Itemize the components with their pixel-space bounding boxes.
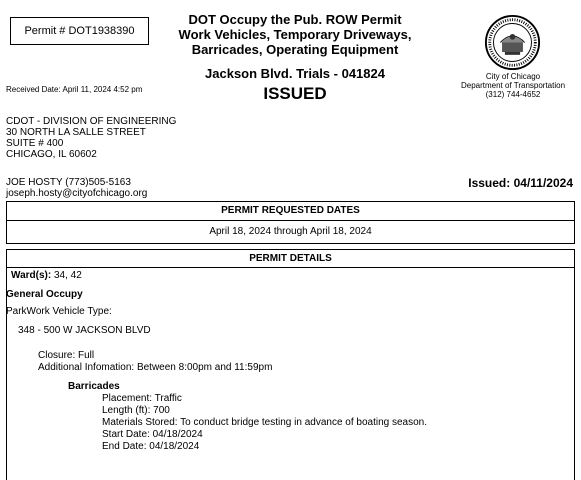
vehicle-type: ParkWork Vehicle Type: bbox=[6, 306, 112, 317]
requested-dates-box bbox=[6, 201, 575, 244]
city-info bbox=[448, 72, 578, 99]
applicant-org: CDOT - DIVISION OF ENGINEERING bbox=[6, 116, 177, 127]
department-phone: (312) 744-4652 bbox=[485, 90, 541, 99]
applicant-street: 30 NORTH LA SALLE STREET bbox=[6, 127, 146, 138]
closure: Closure: Full bbox=[38, 350, 95, 361]
barricades-details bbox=[102, 393, 427, 453]
title-line-2: Work Vehicles, Temporary Driveways, bbox=[178, 27, 412, 42]
start-date: Start Date: 04/18/2024 bbox=[102, 429, 203, 440]
applicant-suite: SUITE # 400 bbox=[6, 138, 64, 149]
permit-status: ISSUED bbox=[263, 84, 327, 103]
additional-info: Additional Infomation: Between 8:00pm and 11:59pm bbox=[38, 362, 273, 373]
permit-number: Permit # DOT1938390 bbox=[24, 25, 135, 37]
placement: Placement: Traffic bbox=[102, 393, 182, 404]
title-line-1: DOT Occupy the Pub. ROW Permit bbox=[188, 12, 402, 27]
requested-dates-header: PERMIT REQUESTED DATES bbox=[7, 202, 574, 221]
contact-name-phone: JOE HOSTY (773)505-5163 bbox=[6, 177, 131, 188]
location: 348 - 500 W JACKSON BLVD bbox=[18, 325, 151, 336]
end-date: End Date: 04/18/2024 bbox=[102, 441, 200, 452]
section-general-occupy: General Occupy bbox=[6, 289, 83, 300]
city-name: City of Chicago bbox=[485, 72, 541, 81]
permit-title bbox=[165, 12, 425, 57]
department-name: Department of Transportation bbox=[460, 81, 566, 90]
project-name: Jackson Blvd. Trials - 041824 bbox=[205, 66, 385, 81]
length: Length (ft): 700 bbox=[102, 405, 170, 416]
issued-date: Issued: 04/11/2024 bbox=[468, 176, 573, 190]
materials-stored: Materials Stored: To conduct bridge testing in advance of boating season. bbox=[102, 417, 428, 428]
title-line-3: Barricades, Operating Equipment bbox=[191, 42, 399, 57]
contact-email[interactable]: joseph.hosty@cityofchicago.org bbox=[6, 188, 148, 199]
city-seal-icon bbox=[484, 14, 541, 71]
permit-number-box bbox=[10, 17, 149, 45]
applicant-address bbox=[6, 116, 176, 160]
requested-dates-value: April 18, 2024 through April 18, 2024 bbox=[209, 226, 372, 237]
permit-details-header: PERMIT DETAILS bbox=[7, 250, 574, 268]
applicant-contact bbox=[6, 177, 147, 199]
barricades-label: Barricades bbox=[68, 381, 120, 392]
wards-label: Ward(s): bbox=[11, 270, 52, 281]
wards-value: 34, 42 bbox=[53, 270, 82, 281]
received-date: Received Date: April 11, 2024 4:52 pm bbox=[6, 85, 143, 94]
wards-row bbox=[11, 270, 82, 281]
applicant-city: CHICAGO, IL 60602 bbox=[6, 149, 97, 160]
